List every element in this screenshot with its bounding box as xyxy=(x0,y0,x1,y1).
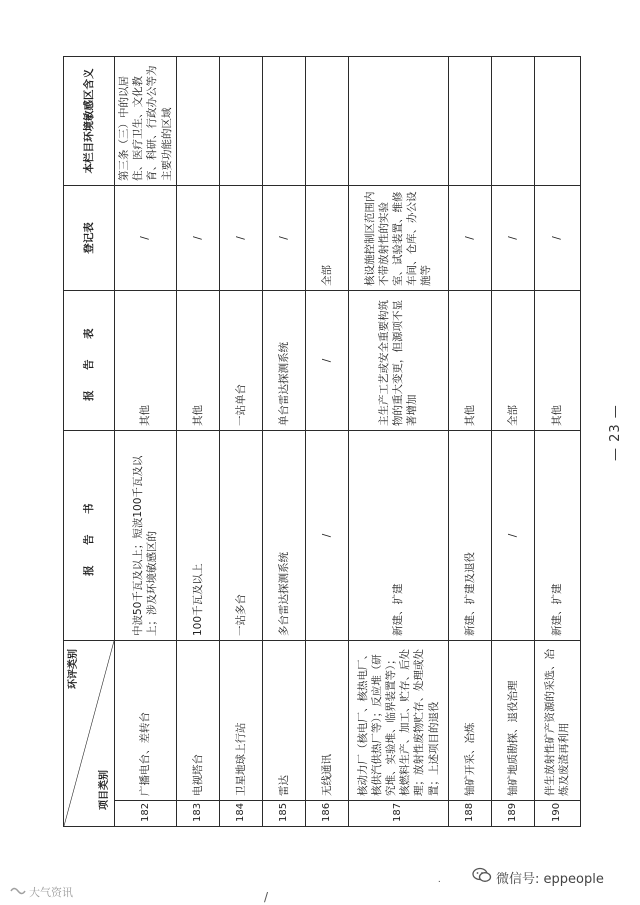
report-form-cell: 一站单台 xyxy=(219,291,262,431)
logo-icon xyxy=(10,885,26,900)
project-name: 伴生放射性矿产资源的采选、冶炼及废渣再利用 xyxy=(534,641,580,801)
report-form-cell: / xyxy=(305,291,348,431)
bottom-mark: / xyxy=(264,890,269,904)
sensitive-area-cell xyxy=(448,57,491,186)
row-number: 185 xyxy=(262,801,305,827)
header-project-category: 项目类别 xyxy=(98,770,110,810)
report-book-cell: 中波50千瓦及以上；短波100千瓦及以上；涉及环境敏感区的 xyxy=(115,431,177,641)
report-book-cell: 100千瓦及以上 xyxy=(176,431,219,641)
watermark-right xyxy=(472,866,637,888)
report-form-cell: 单台雷达探测系统 xyxy=(262,291,305,431)
row-number: 182 xyxy=(115,801,177,827)
row-number: 187 xyxy=(348,801,448,827)
header-report-form: 报 告 表 xyxy=(64,291,115,431)
table-row xyxy=(219,57,262,827)
project-name: 雷达 xyxy=(262,641,305,801)
project-name: 铀矿地质勘探、退役治理 xyxy=(491,641,534,801)
project-name: 核动力厂（核电厂、核热电厂、核供汽供热厂等）；反应堆（研究堆、实验堆、临界装置等）；核燃料生产、加工、贮存、后处理；放射性废物贮存、处理或处置；上述项目的退役 xyxy=(348,641,448,801)
registration-cell: / xyxy=(448,186,491,291)
report-book-cell: 新建、扩建及退役 xyxy=(448,431,491,641)
row-number: 184 xyxy=(219,801,262,827)
row-number: 186 xyxy=(305,801,348,827)
table-row xyxy=(348,57,448,827)
registration-cell: 核设施控制区范围内不带放射性的实验室、试验装置、维修车间、仓库、办公设施等 xyxy=(348,186,448,291)
watermark-left-text: 大气资讯 xyxy=(29,886,73,899)
report-form-cell: 其他 xyxy=(534,291,580,431)
report-form-cell: 其他 xyxy=(176,291,219,431)
project-name: 广播电台、差转台 xyxy=(115,641,177,801)
table-header-row xyxy=(64,57,115,827)
report-book-cell: / xyxy=(491,431,534,641)
row-number: 190 xyxy=(534,801,580,827)
report-form-cell: 其他 xyxy=(115,291,177,431)
header-sensitive-area: 本栏目环境敏感区含义 xyxy=(64,57,115,186)
watermark-right-text: 微信号: eppeople xyxy=(496,871,604,887)
report-book-cell: 新建、扩建 xyxy=(534,431,580,641)
project-name: 无线通讯 xyxy=(305,641,348,801)
row-number: 183 xyxy=(176,801,219,827)
sensitive-area-cell: 第三条（三）中的以居住、医疗卫生、文化教育、科研、行政办公等为主要功能的区域 xyxy=(115,57,177,186)
wechat-icon xyxy=(472,867,492,887)
project-name: 铀矿开采、冶炼 xyxy=(448,641,491,801)
header-category-cell xyxy=(64,641,115,827)
row-number: 188 xyxy=(448,801,491,827)
side-mark: · xyxy=(435,879,446,883)
table-row xyxy=(448,57,491,827)
sensitive-area-cell xyxy=(305,57,348,186)
header-report-book: 报 告 书 xyxy=(64,431,115,641)
sensitive-area-cell xyxy=(348,57,448,186)
sensitive-area-cell xyxy=(176,57,219,186)
sensitive-area-cell xyxy=(534,57,580,186)
registration-cell: 全部 xyxy=(305,186,348,291)
registration-cell: / xyxy=(262,186,305,291)
sensitive-area-cell xyxy=(262,57,305,186)
table-row xyxy=(262,57,305,827)
report-book-cell: 多台雷达探测系统 xyxy=(262,431,305,641)
table-row xyxy=(534,57,580,827)
report-form-cell: 全部 xyxy=(491,291,534,431)
eia-classification-table xyxy=(63,56,581,827)
table-row xyxy=(305,57,348,827)
registration-cell: / xyxy=(534,186,580,291)
page-number: — 23 — xyxy=(608,404,623,461)
registration-cell: / xyxy=(491,186,534,291)
sensitive-area-cell xyxy=(219,57,262,186)
registration-cell: / xyxy=(219,186,262,291)
project-name: 电视塔台 xyxy=(176,641,219,801)
report-form-cell: 主生产工艺或安全重要构筑物的重大变更，但源项不显著增加 xyxy=(348,291,448,431)
table-row xyxy=(115,57,177,827)
project-name: 卫星地球上行站 xyxy=(219,641,262,801)
header-eia-category: 环评类别 xyxy=(68,649,79,689)
registration-cell: / xyxy=(115,186,177,291)
table-row xyxy=(176,57,219,827)
registration-cell: / xyxy=(176,186,219,291)
report-book-cell: 一站多台 xyxy=(219,431,262,641)
watermark-left xyxy=(10,884,73,900)
report-book-cell: / xyxy=(305,431,348,641)
report-book-cell: 新建、扩建 xyxy=(348,431,448,641)
sensitive-area-cell xyxy=(491,57,534,186)
row-number: 189 xyxy=(491,801,534,827)
table-row xyxy=(491,57,534,827)
report-form-cell: 其他 xyxy=(448,291,491,431)
header-registration: 登记表 xyxy=(64,186,115,291)
